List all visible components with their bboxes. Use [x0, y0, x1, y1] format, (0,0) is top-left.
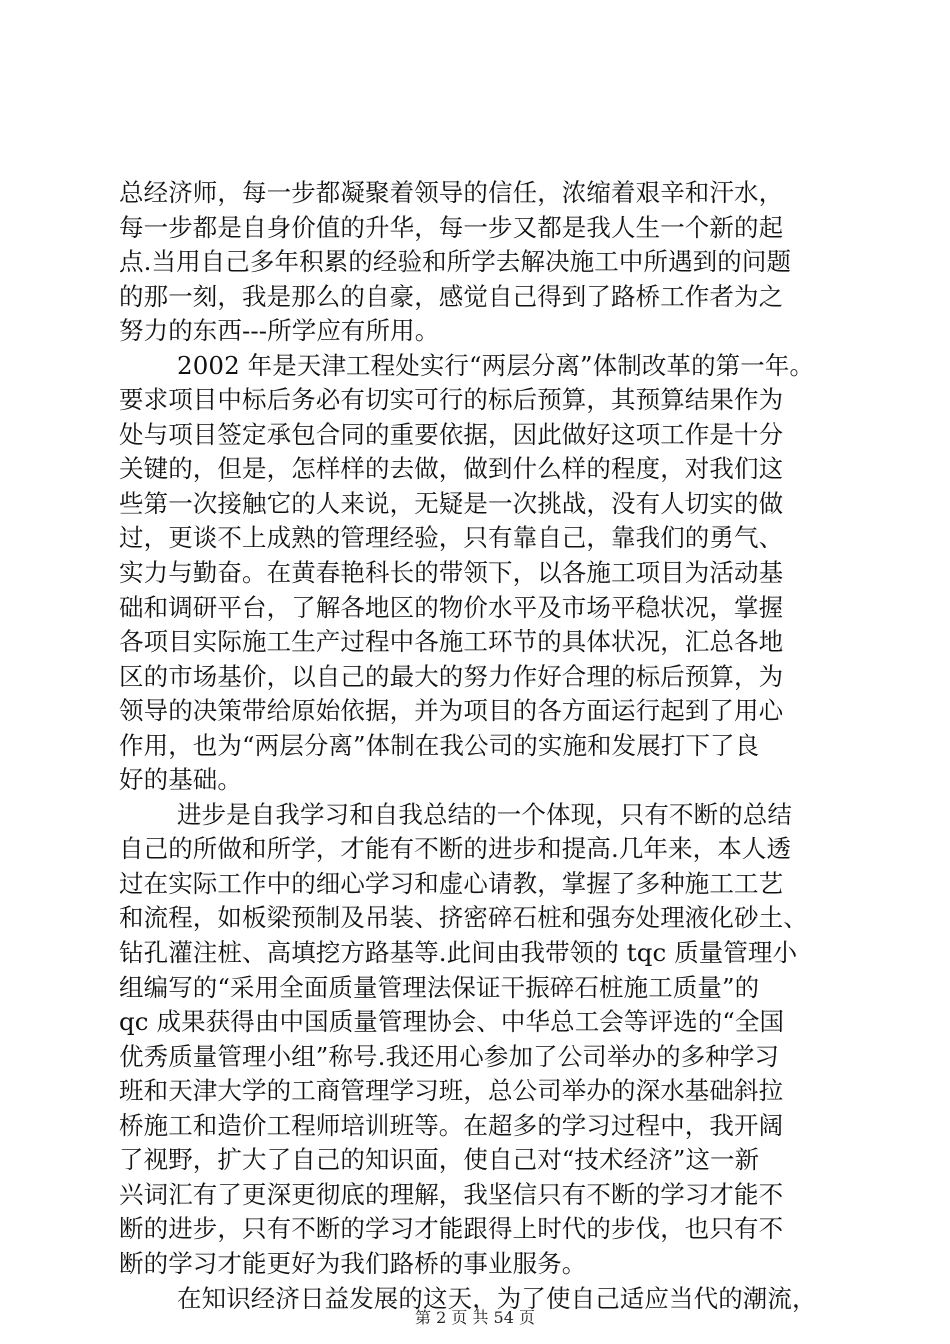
text-line: 了视野，扩大了自己的知识面，使自己对“技术经济”这一新	[119, 1145, 760, 1175]
text-line: 在知识经济日益发展的这天，为了使自己适应当代的潮流，	[177, 1283, 817, 1313]
document-body	[119, 176, 839, 1316]
page-number-footer: 第 2 页 共 54 页	[415, 1308, 535, 1327]
paragraph-3	[119, 798, 839, 1282]
text-line: 断的进步，只有不断的学习才能跟得上时代的步伐，也只有不	[119, 1214, 784, 1244]
text-line: 班和天津大学的工商管理学习班，总公司举办的深水基础斜拉	[119, 1076, 784, 1106]
text-line: 领导的决策带给原始依据，并为项目的各方面运行起到了用心	[119, 696, 784, 726]
text-line: 要求项目中标后务必有切实可行的标后预算，其预算结果作为	[119, 385, 784, 415]
text-line: 钻孔灌注桩、高填挖方路基等.此间由我带领的 tqc 质量管理小	[119, 938, 798, 968]
text-line: 关键的，但是，怎样样的去做，做到什么样的程度，对我们这	[119, 454, 784, 484]
text-line: 桥施工和造价工程师培训班等。在超多的学习过程中，我开阔	[119, 1110, 784, 1140]
text-line: 点.当用自己多年积累的经验和所学去解决施工中所遇到的问题	[119, 247, 792, 277]
text-line: 进步是自我学习和自我总结的一个体现，只有不断的总结	[177, 799, 792, 829]
text-line: 努力的东西---所学应有所用。	[119, 316, 440, 346]
text-line: 过在实际工作中的细心学习和虚心请教，掌握了多种施工工艺	[119, 868, 784, 898]
text-line: 区的市场基价，以自己的最大的努力作好合理的标后预算，为	[119, 661, 784, 691]
text-line: 2002 年是天津工程处实行“两层分离”体制改革的第一年。	[177, 350, 815, 380]
text-line: 优秀质量管理小组”称号.我还用心参加了公司举办的多种学习	[119, 1041, 780, 1071]
text-line: qc 成果获得由中国质量管理协会、中华总工会等评选的“全国	[119, 1007, 785, 1037]
text-line: 实力与勤奋。在黄春艳科长的带领下，以各施工项目为活动基	[119, 558, 784, 588]
text-line: 过，更谈不上成熟的管理经验，只有靠自己，靠我们的勇气、	[119, 523, 784, 553]
text-line: 总经济师，每一步都凝聚着领导的信任，浓缩着艰辛和汗水，	[119, 178, 784, 207]
text-line: 作用，也为“两层分离”体制在我公司的实施和发展打下了良	[119, 730, 760, 760]
text-line: 础和调研平台，了解各地区的物价水平及市场平稳状况，掌握	[119, 592, 784, 622]
paragraph-2	[119, 349, 839, 798]
text-line: 处与项目签定承包合同的重要依据，因此做好这项工作是十分	[119, 419, 784, 449]
text-line: 断的学习才能更好为我们路桥的事业服务。	[119, 1248, 587, 1278]
text-line: 的那一刻，我是那么的自豪，感觉自己得到了路桥工作者为之	[119, 281, 784, 311]
text-line: 每一步都是自身价值的升华，每一步又都是我人生一个新的起	[119, 212, 784, 242]
text-line: 自己的所做和所学，才能有不断的进步和提高.几年来，本人透	[119, 834, 792, 864]
text-line: 好的基础。	[119, 765, 242, 795]
text-line: 组编写的“采用全面质量管理法保证干振碎石桩施工质量”的	[119, 972, 760, 1002]
text-line: 各项目实际施工生产过程中各施工环节的具体状况，汇总各地	[119, 627, 784, 657]
text-line: 些第一次接触它的人来说，无疑是一次挑战，没有人切实的做	[119, 488, 784, 518]
text-line: 和流程，如板梁预制及吊装、挤密碎石桩和强夯处理液化砂土、	[119, 903, 808, 933]
text-line: 兴词汇有了更深更彻底的理解，我坚信只有不断的学习才能不	[119, 1179, 784, 1209]
paragraph-1	[119, 176, 839, 349]
